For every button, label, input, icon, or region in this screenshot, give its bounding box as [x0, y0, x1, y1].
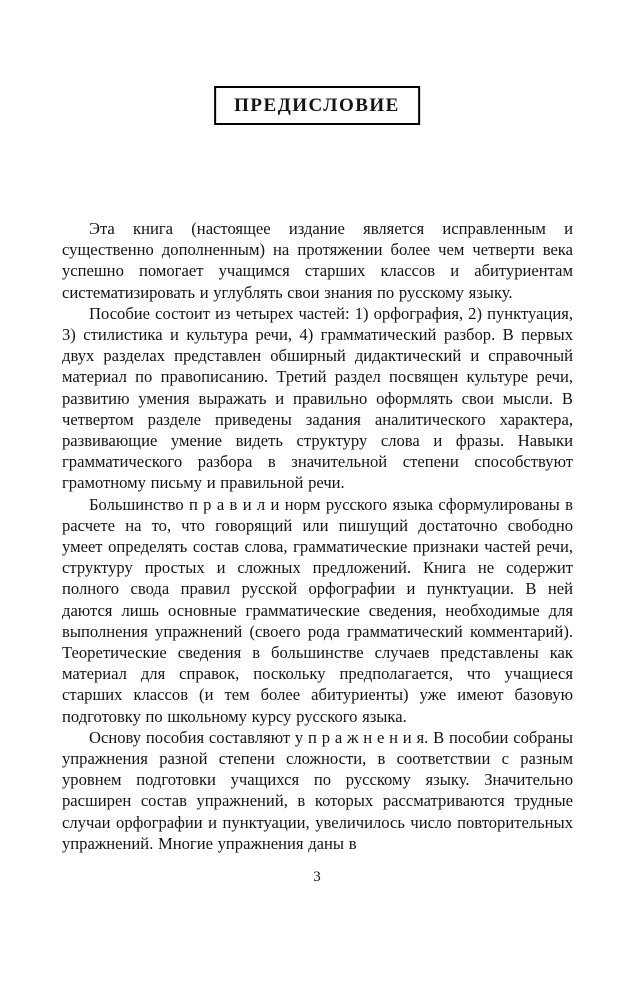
- paragraph: Основу пособия составляют у п р а ж н е н и я. В пособии собраны упражнения разной степени сложности, в соответствии с разным уровнем подготовки учащихся по русскому языку. Значительно расширен состав упражнений, в которых рассматриваются трудные случаи орфографии и пунктуации, увеличилось число повторительных упражнений. Многие упражнения даны в: [62, 727, 573, 853]
- paragraph: Большинство п р а в и л и норм русского языка сформулированы в расчете на то, что говорящий или пишущий достаточно свободно умеет определять состав слова, грамматические признаки частей речи, структуру простых и сложных предложений. Книга не содержит полного свода правил русской орфографии и пунктуации. В ней даются лишь основные грамматические сведения, необходимые для выполнения упражнений (своего рода грамматический комментарий). Теоретические сведения в большинстве случаев представлены как материал для справок, поскольку предполагается, что учащиеся старших классов (и тем более абитуриенты) уже имеют базовую подготовку по школьному курсу русского языка.: [62, 494, 573, 726]
- paragraph: Пособие состоит из четырех частей: 1) орфография, 2) пунктуация, 3) стилистика и культура речи, 4) грамматический разбор. В первых двух разделах представлен обширный дидактический и справочный материал по правописанию. Третий раздел посвящен культуре речи, развитию умения выражать и правильно оформлять свои мысли. В четвертом разделе приведены задания аналитического характера, развивающие умение видеть структуру слова и фразы. Навыки грамматического разбора в значительной степени способствуют грамотному письму и правильной речи.: [62, 303, 573, 493]
- paragraph: Эта книга (настоящее издание является исправленным и существенно дополненным) на протяжении более чем четверти века успешно помогает учащимся старших классов и абитуриентам систематизировать и углублять свои знания по русскому языку.: [62, 219, 573, 302]
- page-number: 3: [313, 869, 321, 885]
- preface-title: ПРЕДИСЛОВИЕ: [214, 86, 420, 125]
- preface-body: [62, 218, 573, 854]
